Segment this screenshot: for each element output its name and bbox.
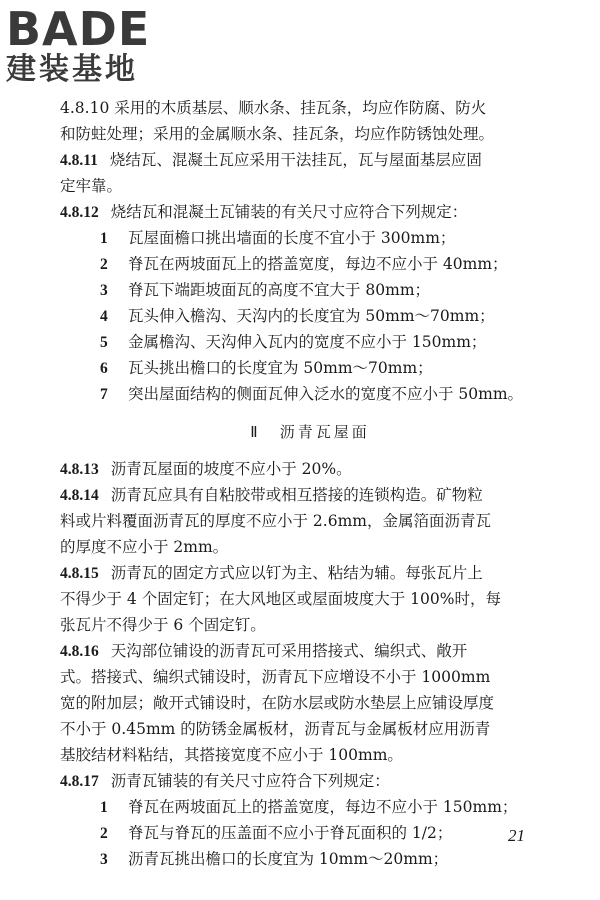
- clause-text: 沥青瓦屋面的坡度不应小于 20%。: [110, 460, 352, 478]
- list-item: 1 脊瓦在两坡面瓦上的搭盖宽度，每边不应小于 150mm；: [100, 798, 518, 816]
- para-4-8-10-line2: 和防蛀处理；采用的金属顺水条、挂瓦条，均应作防锈蚀处理。: [60, 125, 495, 143]
- clause-text: 烧结瓦、混凝土瓦应采用干法挂瓦，瓦与屋面基层应固: [109, 151, 482, 169]
- watermark-logo: [6, 4, 181, 96]
- para-4-8-16-line2: 式。搭接式、编织式铺设时，沥青瓦下应增设不小于 1000mm: [60, 668, 491, 686]
- list-item: 4 瓦头伸入檐沟、天沟内的长度宜为 50mm～70mm；: [100, 307, 495, 325]
- para-4-8-15-line2: 不得少于 4 个固定钉；在大风地区或屋面坡度大于 100%时，每: [60, 590, 501, 608]
- list-item: 7 突出屋面结构的侧面瓦伸入泛水的宽度不应小于 50mm。: [100, 385, 524, 403]
- clause-number: 4.8.12: [60, 204, 99, 221]
- logo-brand: BADE: [6, 2, 151, 56]
- clause-number: 4.8.17: [60, 773, 99, 790]
- para-4-8-15: [60, 560, 560, 586]
- para-4-8-14-line2: 料或片料覆面沥青瓦的厚度不应小于 2.6mm，金属箔面沥青瓦: [60, 512, 491, 530]
- clause-number: 4.8.16: [60, 643, 99, 660]
- clause-number: 4.8.14: [60, 487, 99, 504]
- para-4-8-11: [60, 147, 560, 173]
- logo-subtitle: 建装基地: [6, 52, 138, 87]
- clause-number: 4.8.11: [60, 152, 98, 169]
- page-number: 21: [508, 826, 525, 845]
- para-4-8-17: [60, 768, 560, 794]
- section-heading: [60, 419, 560, 445]
- section-title: 沥青瓦屋面: [279, 423, 370, 441]
- clause-number: 4.8.15: [60, 565, 99, 582]
- list-item: 6 瓦头挑出檐口的长度宜为 50mm～70mm；: [100, 359, 433, 377]
- list-item: 3 脊瓦下端距坡面瓦的高度不宜大于 80mm；: [100, 281, 431, 299]
- list-item: 5 金属檐沟、天沟伸入瓦内的宽度不应小于 150mm；: [100, 333, 487, 351]
- clause-text: 沥青瓦铺装的有关尺寸应符合下列规定：: [110, 772, 390, 790]
- para-4-8-14: [60, 482, 560, 508]
- section-roman-numeral: Ⅱ: [250, 425, 258, 441]
- list-item: 2 脊瓦与脊瓦的压盖面不应小于脊瓦面积的 1/2；: [100, 824, 453, 842]
- clause-text: 烧结瓦和混凝土瓦铺装的有关尺寸应符合下列规定：: [110, 203, 468, 221]
- para-4-8-12: [60, 199, 560, 225]
- para-4-8-16-line4: 不小于 0.45mm 的防锈金属板材，沥青瓦与金属板材应用沥青: [60, 720, 491, 738]
- list-item: 1 瓦屋面檐口挑出墙面的长度不宜小于 300mm；: [100, 229, 456, 247]
- para-4-8-10-line1: 4.8.10 采用的木质基层、顺水条、挂瓦条，均应作防腐、防火: [60, 99, 487, 117]
- para-4-8-13: [60, 456, 560, 482]
- para-4-8-11-line2: 定牢靠。: [60, 177, 123, 195]
- clause-text: 天沟部位铺设的沥青瓦可采用搭接式、编织式、敞开: [110, 642, 468, 660]
- para-4-8-15-line3: 张瓦片不得少于 6 个固定钉。: [60, 616, 266, 634]
- para-4-8-16-line5: 基胶结材料粘结，其搭接宽度不应小于 100mm。: [60, 746, 403, 764]
- para-4-8-16: [60, 638, 560, 664]
- clause-text: 沥青瓦的固定方式应以钉为主、粘结为辅。每张瓦片上: [110, 564, 483, 582]
- list-item: 2 脊瓦在两坡面瓦上的搭盖宽度，每边不应小于 40mm；: [100, 255, 508, 273]
- para-4-8-16-line3: 宽的附加层；敞开式铺设时，在防水层或防水垫层上应铺设厚度: [60, 694, 495, 712]
- clause-text: 沥青瓦应具有自粘胶带或相互搭接的连锁构造。矿物粒: [110, 486, 483, 504]
- clause-number: 4.8.13: [60, 461, 99, 478]
- para-4-8-14-line3: 的厚度不应小于 2mm。: [60, 538, 229, 556]
- list-item: 3 沥青瓦挑出檐口的长度宜为 10mm～20mm；: [100, 850, 449, 868]
